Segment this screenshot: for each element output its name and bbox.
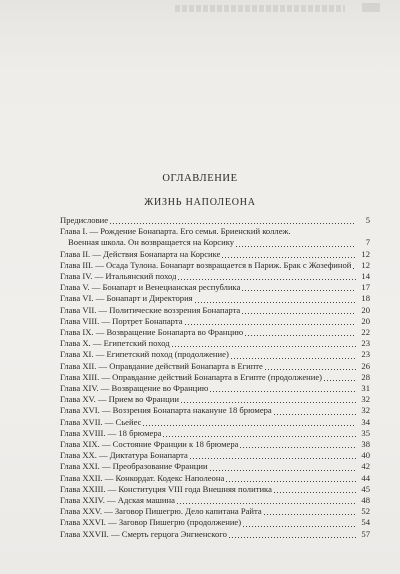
- toc-entry-page: 23: [361, 349, 370, 360]
- toc-heading: ОГЛАВЛЕНИЕ: [162, 173, 238, 184]
- toc-entry-page: 45: [361, 483, 370, 494]
- toc-entry-page: 38: [361, 439, 370, 450]
- toc-entry: [60, 529, 370, 540]
- dot-leader: [242, 290, 356, 291]
- toc-entry-page: 14: [361, 271, 370, 282]
- toc-entry: [60, 484, 370, 495]
- toc-entry-title: Глава IV. — Итальянский поход: [60, 271, 177, 282]
- toc-entry: [60, 372, 370, 383]
- toc-entry-title: Глава VI. — Бонапарт и Директория: [60, 293, 193, 304]
- toc-entry: [60, 282, 370, 293]
- toc-entry-page: 7: [365, 237, 370, 248]
- toc-entry: [60, 428, 370, 439]
- toc-entry: [60, 394, 370, 405]
- running-header-text: [175, 5, 345, 12]
- toc-entry-page: 12: [361, 248, 370, 259]
- toc-entry-page: 17: [361, 282, 370, 293]
- toc-entry: [60, 417, 370, 428]
- dot-leader: [242, 313, 356, 314]
- dot-leader: [264, 514, 356, 515]
- toc-entry-title: Глава XXVII. — Смерть герцога Энгиенского: [60, 528, 227, 539]
- dot-leader: [177, 503, 356, 504]
- toc-entry-page: 32: [361, 394, 370, 405]
- toc-entry: [60, 271, 370, 282]
- toc-entry-title: Глава XXII. — Конкордат. Кодекс Наполеона: [60, 472, 225, 483]
- toc-entry: [60, 338, 370, 349]
- toc-entry: [60, 473, 370, 484]
- toc-entry-title: Глава XXI. — Преобразование Франции: [60, 461, 208, 472]
- toc-entry-title: Глава XXVI. — Заговор Пишегрю (продолжение): [60, 517, 242, 528]
- dot-leader: [240, 447, 356, 448]
- toc-entry-page: 26: [361, 360, 370, 371]
- toc-entry: [60, 305, 370, 316]
- dot-leader: [231, 358, 356, 359]
- toc-entry-page: 42: [361, 461, 370, 472]
- toc-entry-title: Глава X. — Египетский поход: [60, 338, 170, 349]
- toc-entry-title: Глава XII. — Оправдание действий Бонапарта в Египте: [60, 360, 263, 371]
- dot-leader: [274, 414, 356, 415]
- toc-entry-title: Глава XIV. — Возвращение во Францию: [60, 383, 209, 394]
- toc-entry-page: 35: [361, 427, 370, 438]
- toc-entry-page: 54: [361, 517, 370, 528]
- toc-entry-page: 31: [361, 383, 370, 394]
- toc-entry-title: Глава XVII. — Сьейес: [60, 416, 142, 427]
- toc-entry: [60, 249, 370, 260]
- toc-entry-title: Глава XVI. — Воззрения Бонапарта накануне 18 брюмера: [60, 405, 272, 416]
- toc-entry: [60, 405, 370, 416]
- dot-leader: [229, 537, 356, 538]
- toc-entry: [60, 495, 370, 506]
- toc-entry-title: Глава I. — Рождение Бонапарта. Его семья. Бриенский коллеж.: [60, 226, 291, 237]
- toc-entry-title: Предисловие: [60, 215, 109, 225]
- dot-leader: [226, 481, 356, 482]
- toc-entry: [60, 517, 370, 528]
- toc-entry-title: Глава XV. — Прием во Франции: [60, 394, 179, 405]
- toc-entry-page: 48: [361, 495, 370, 506]
- toc-entry: [60, 226, 370, 237]
- toc-entry-page: 34: [361, 416, 370, 427]
- dot-leader: [210, 470, 356, 471]
- toc-entry: [60, 349, 370, 360]
- toc-entry: [60, 439, 370, 450]
- dot-leader: [110, 223, 356, 224]
- toc-entry: [60, 215, 370, 226]
- dot-leader: [181, 402, 356, 403]
- toc-entry: [60, 461, 370, 472]
- dot-leader: [353, 268, 356, 269]
- toc-entry-title: Военная школа. Он возвращается на Корсику: [68, 237, 235, 248]
- toc-entry-page: 5: [365, 215, 370, 225]
- toc-entry-page: 20: [361, 315, 370, 326]
- toc-entry-title: Глава XVIII. — 18 брюмера: [60, 427, 162, 438]
- toc-entry-page: 28: [361, 371, 370, 382]
- dot-leader: [185, 324, 356, 325]
- dot-leader: [210, 391, 356, 392]
- toc-entry: [60, 450, 370, 461]
- table-of-contents: [60, 215, 370, 540]
- dot-leader: [274, 492, 356, 493]
- dot-leader: [324, 380, 356, 381]
- toc-entry-page: 40: [361, 450, 370, 461]
- dot-leader: [236, 246, 356, 247]
- toc-entry: [60, 316, 370, 327]
- dot-leader: [190, 458, 356, 459]
- toc-entry-title: Глава VIII. — Портрет Бонапарта: [60, 315, 183, 326]
- toc-entry-page: 22: [361, 327, 370, 338]
- toc-entry-title: Глава XXV. — Заговор Пишегрю. Дело капитана Райта: [60, 506, 262, 517]
- toc-entry-title: Глава XXIV. — Адская машина: [60, 495, 175, 506]
- dot-leader: [265, 369, 356, 370]
- dot-leader: [245, 335, 356, 336]
- toc-entry: [60, 383, 370, 394]
- dot-leader: [178, 279, 356, 280]
- toc-entry-page: 57: [361, 528, 370, 539]
- toc-entry-title: Глава XI. — Египетский поход (продолжение): [60, 349, 229, 360]
- toc-entry-title: Глава XX. — Диктатура Бонапарта: [60, 450, 188, 461]
- toc-entry-page: 23: [361, 338, 370, 349]
- toc-entry-page: 52: [361, 506, 370, 517]
- toc-entry-page: 12: [361, 259, 370, 270]
- toc-entry: [60, 361, 370, 372]
- toc-entry-title: Глава II. — Действия Бонапарта на Корсике: [60, 248, 221, 259]
- toc-entry: [60, 237, 370, 248]
- toc-entry-title: Глава XXIII. — Конституция VIII года Внешняя политика: [60, 483, 272, 494]
- toc-entry-page: 20: [361, 304, 370, 315]
- dot-leader: [293, 234, 356, 235]
- running-header: [0, 0, 400, 16]
- toc-entry: [60, 327, 370, 338]
- dot-leader: [143, 425, 356, 426]
- toc-entry-title: Глава V. — Бонапарт и Венецианская республика: [60, 282, 241, 293]
- toc-entry-page: 44: [361, 472, 370, 483]
- running-header-page-number: [362, 3, 380, 12]
- toc-entry-title: Глава XIII. — Оправдание действий Бонапарта в Египте (продолжение): [60, 371, 323, 382]
- toc-entry-page: 18: [361, 293, 370, 304]
- toc-entry-title: Глава III. — Осада Тулона. Бонапарт возвращается в Париж. Брак с Жозефиной: [60, 259, 352, 270]
- toc-entry: [60, 293, 370, 304]
- toc-entry-title: Глава XIX. — Состояние Франции к 18 брюмера: [60, 439, 239, 450]
- dot-leader: [222, 257, 356, 258]
- toc-entry-title: Глава IX. — Возвращение Бонапарта во Францию: [60, 327, 244, 338]
- toc-entry-title: Глава VII. — Политические воззрения Бонапарта: [60, 304, 241, 315]
- toc-entry: [60, 506, 370, 517]
- book-title: ЖИЗНЬ НАПОЛЕОНА: [144, 197, 256, 208]
- dot-leader: [163, 436, 356, 437]
- toc-entry: [60, 260, 370, 271]
- dot-leader: [172, 346, 356, 347]
- toc-entry-page: 32: [361, 405, 370, 416]
- dot-leader: [243, 526, 356, 527]
- dot-leader: [195, 302, 356, 303]
